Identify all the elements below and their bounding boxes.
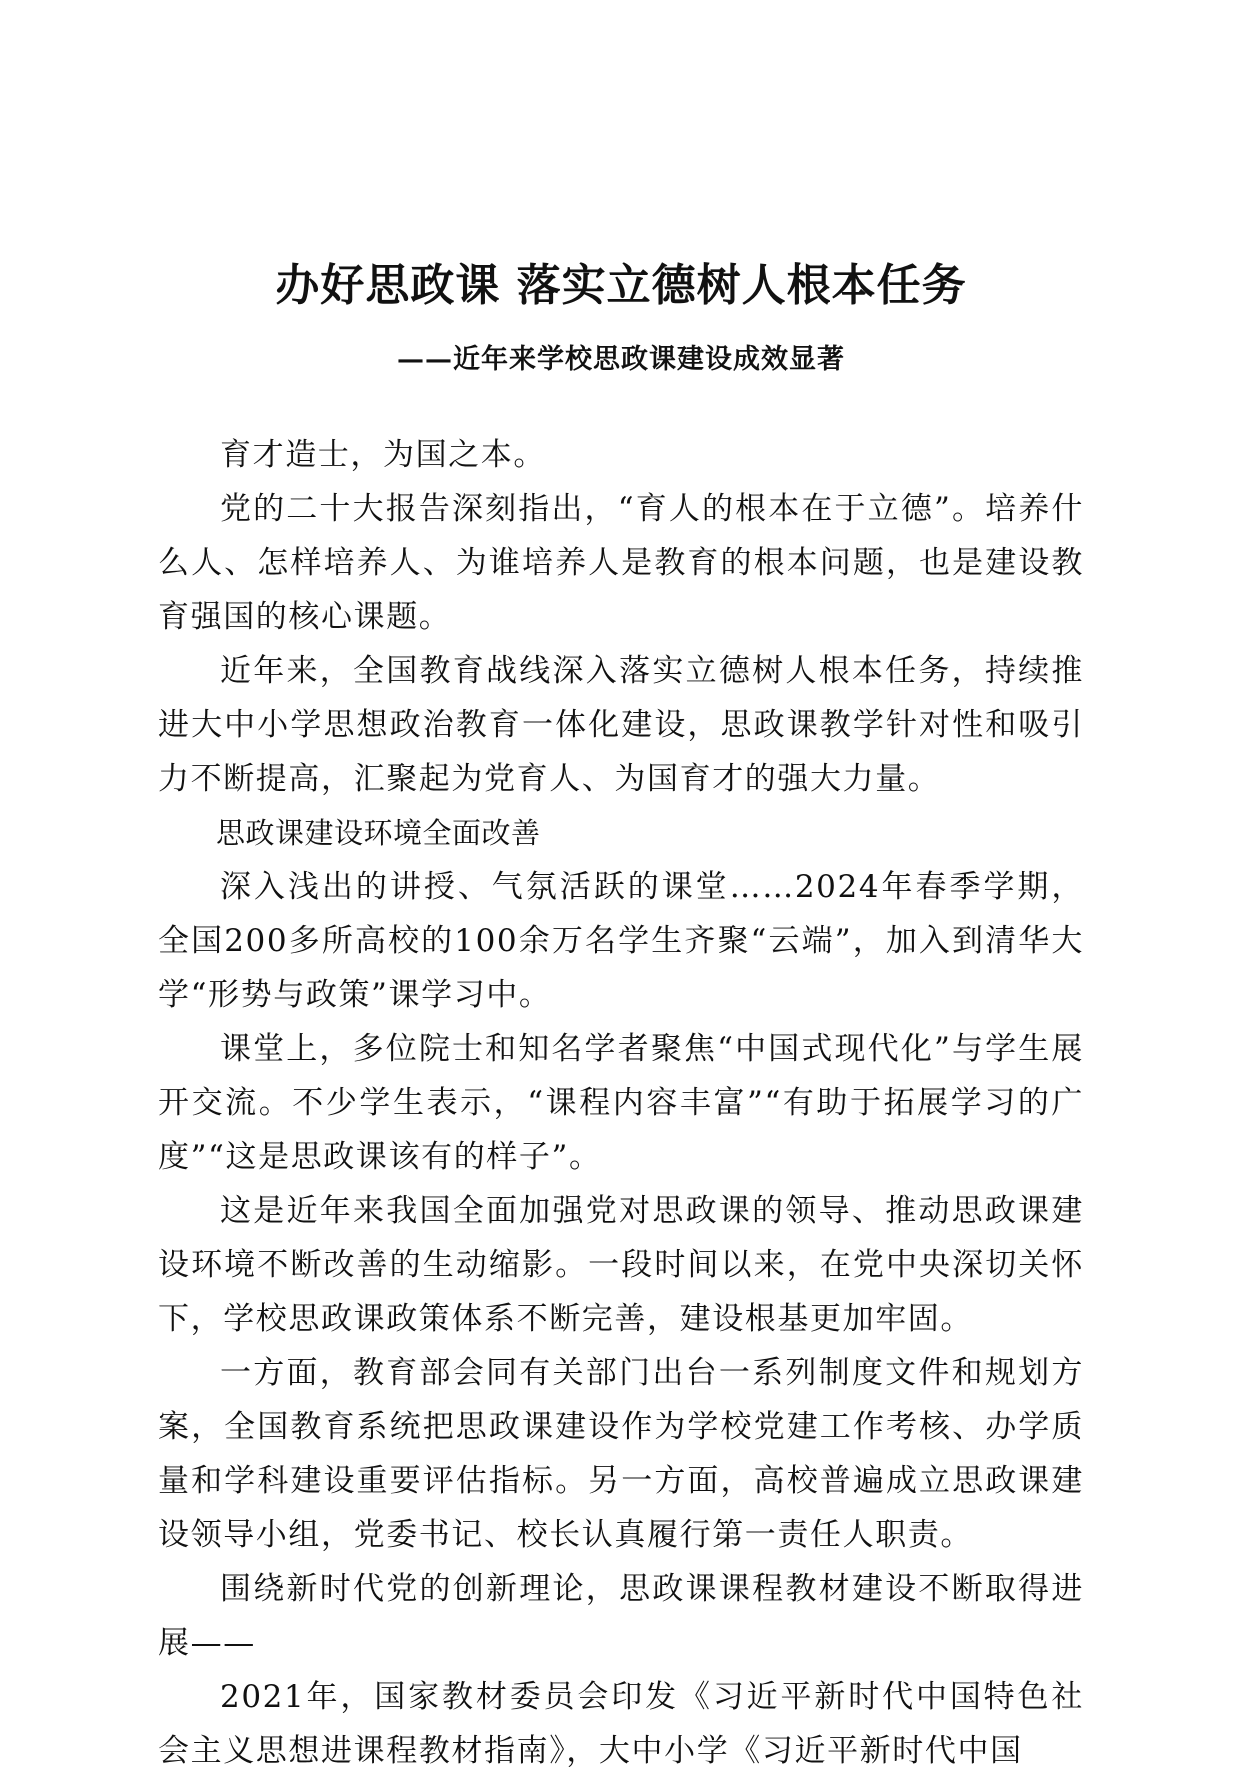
article-body <box>158 428 1084 1778</box>
paragraph: 一方面，教育部会同有关部门出台一系列制度文件和规划方案，全国教育系统把思政课建设作为学校党建工作考核、办学质量和学科建设重要评估指标。另一方面，高校普遍成立思政课建设领导小组，党委书记、校长认真履行第一责任人职责。 <box>158 1355 1084 1553</box>
paragraph: 近年来，全国教育战线深入落实立德树人根本任务，持续推进大中小学思想政治教育一体化建设，思政课教学针对性和吸引力不断提高，汇聚起为党育人、为国育才的强大力量。 <box>158 653 1084 797</box>
paragraph: 深入浅出的讲授、气氛活跃的课堂……2024年春季学期，全国200多所高校的100余万名学生齐聚“云端”，加入到清华大学“形势与政策”课学习中。 <box>158 869 1084 1013</box>
section-heading: 思政课建设环境全面改善 <box>216 816 541 850</box>
paragraph: 围绕新时代党的创新理论，思政课课程教材建设不断取得进展—— <box>158 1571 1084 1661</box>
paragraph: 这是近年来我国全面加强党对思政课的领导、推动思政课建设环境不断改善的生动缩影。一段时间以来，在党中央深切关怀下，学校思政课政策体系不断完善，建设根基更加牢固。 <box>158 1193 1084 1337</box>
paragraph: 课堂上，多位院士和知名学者聚焦“中国式现代化”与学生展开交流。不少学生表示，“课程内容丰富”“有助于拓展学习的广度”“这是思政课该有的样子”。 <box>158 1031 1084 1175</box>
paragraph: 党的二十大报告深刻指出，“育人的根本在于立德”。培养什么人、怎样培养人、为谁培养人是教育的根本问题，也是建设教育强国的核心课题。 <box>158 491 1084 635</box>
article-title: 办好思政课 落实立德树人根本任务 <box>275 260 967 311</box>
article-subtitle: ——近年来学校思政课建设成效显著 <box>397 344 845 375</box>
document-page <box>158 0 1084 1769</box>
paragraph: 育才造士，为国之本。 <box>220 437 546 473</box>
paragraph: 2021年，国家教材委员会印发《习近平新时代中国特色社会主义思想进课程教材指南》，大中小学《习近平新时代中国 <box>158 1679 1084 1769</box>
